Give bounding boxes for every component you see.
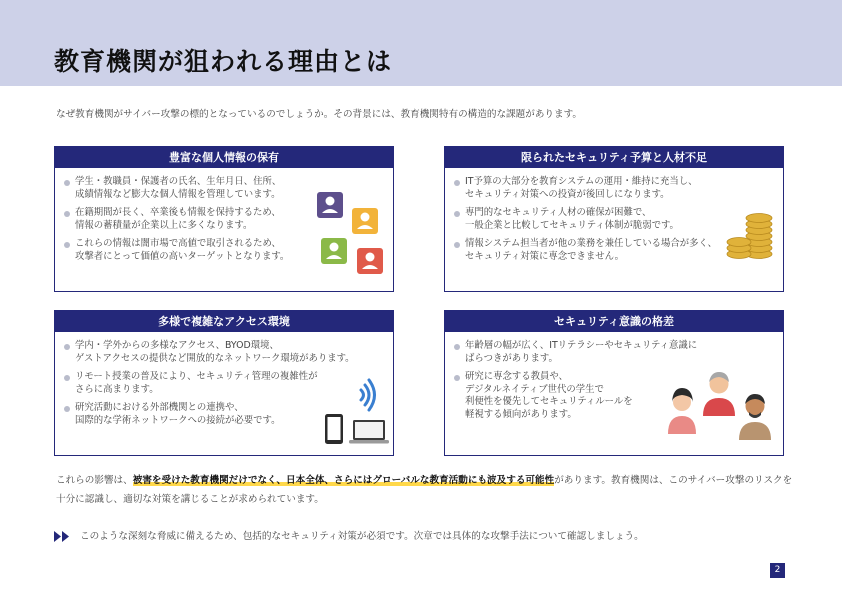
bullet-list — [63, 176, 303, 269]
card-budget-shortage — [444, 146, 784, 292]
impact-highlight: 被害を受けた教育機関だけでなく、日本全体、さらにはグローバルな教育活動にも波及する可能性 — [132, 475, 555, 486]
card-access-environment — [54, 310, 394, 456]
list-item: 在籍期間が長く、卒業後も情報を保持するため、 情報の蓄積量が企業以上に多くなります。 — [63, 207, 303, 232]
list-item: 研究に専念する教員や、 デジタルネイティブ世代の学生で 利便性を優先してセキュリティルールを 軽視する傾向があります。 — [453, 371, 743, 421]
page-title: 教育機関が狙われる理由とは — [54, 47, 393, 76]
list-item: これらの情報は闇市場で高値で取引されるため、 攻撃者にとって価値の高いターゲットとなります。 — [63, 238, 303, 263]
card-personal-info — [54, 146, 394, 292]
list-item: リモート授業の普及により、セキュリティ管理の複雑性が さらに高まります。 — [63, 371, 383, 396]
list-item: 年齢層の幅が広く、ITリテラシーやセキュリティ意識に ばらつきがあります。 — [453, 340, 743, 365]
user-profile-icon — [313, 178, 389, 280]
card-awareness-gap — [444, 310, 784, 456]
card-title: 限られたセキュリティ予算と人材不足 — [445, 147, 783, 168]
double-chevron-right-icon — [54, 531, 70, 542]
coin-stack-icon — [725, 208, 777, 262]
card-title: 豊富な個人情報の保有 — [55, 147, 393, 168]
closing-text: このような深刻な脅威に備えるため、包括的なセキュリティ対策が必須です。次章では具体的な攻撃手法について確認しましょう。 — [80, 531, 644, 542]
intro-text: なぜ教育機関がサイバー攻撃の標的となっているのでしょうか。その背景には、教育機関特有の構造的な課題があります。 — [56, 109, 583, 120]
list-item: 専門的なセキュリティ人材の確保が困難で、 一般企業と比較してセキュリティ体制が脆弱です。 — [453, 207, 723, 232]
card-title: 多様で複雑なアクセス環境 — [55, 311, 393, 332]
impact-prefix: これらの影響は、 — [56, 475, 133, 486]
card-title: セキュリティ意識の格差 — [445, 311, 783, 332]
list-item: 研究活動における外部機関との連携や、 国際的な学術ネットワークへの接続が必要です。 — [63, 402, 383, 427]
closing-note — [54, 528, 644, 542]
impact-suffix: があります。教育機関は、このサイバー攻撃のリスクを十分に認識し、適切な対策を講じることが求められています。 — [56, 475, 793, 505]
list-item: IT予算の大部分を教育システムの運用・維持に充当し、 セキュリティ対策への投資が後回しになります。 — [453, 176, 723, 201]
list-item: 学生・教職員・保護者の氏名、生年月日、住所、 成績情報など膨大な個人情報を管理しています。 — [63, 176, 303, 201]
devices-wifi-icon — [321, 376, 391, 448]
list-item: 学内・学外からの多様なアクセス、BYOD環境、 ゲストアクセスの提供など開放的なネットワーク環境があります。 — [63, 340, 383, 365]
people-group-icon — [663, 366, 781, 452]
list-item: 情報システム担当者が他の業務を兼任している場合が多く、 セキュリティ対策に専念できません。 — [453, 238, 723, 263]
impact-paragraph — [56, 471, 796, 509]
bullet-list — [453, 176, 723, 269]
page-number: 2 — [770, 563, 785, 578]
